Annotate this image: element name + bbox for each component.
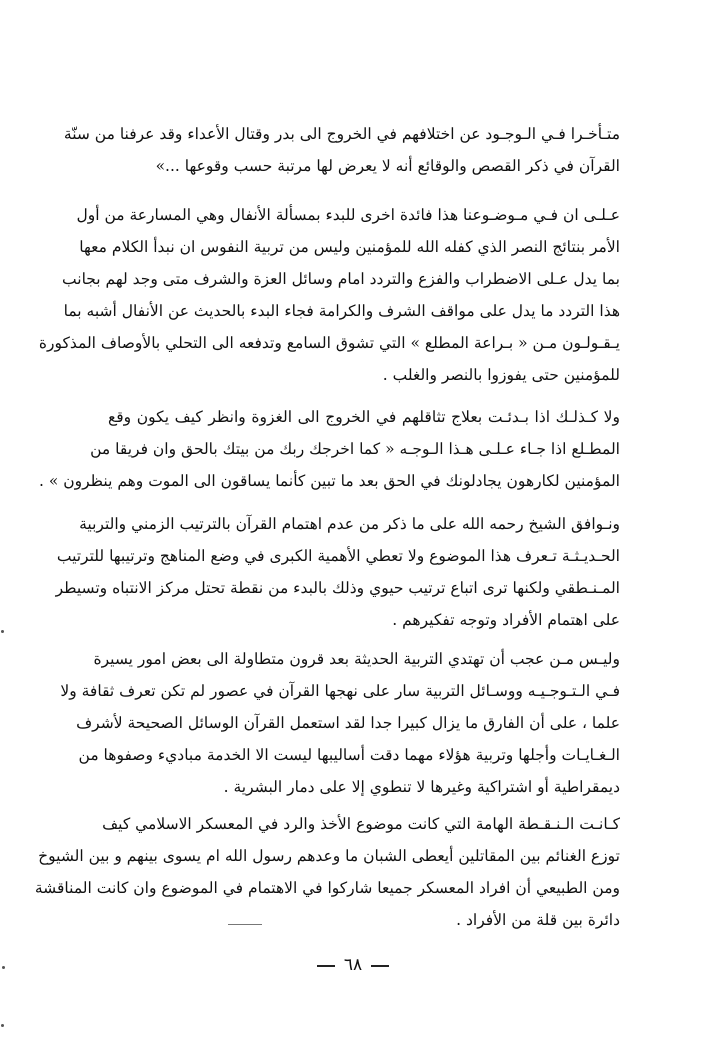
text-line: يـقـولـون مـن « بـراعة المطلع » التي تشوق السامع وتدفعه الى التحلي بالأوصاف المذكورة (38, 334, 620, 352)
text-line: دائرة بين قلة من الأفراد . (456, 911, 620, 929)
text-line: علما ، على أن الفارق ما يزال كبيرا جدا لقد استعمل القرآن الوسائل الصحيحة لأشرف (76, 714, 620, 732)
text-line: الأمر بنتائج النصر الذي كفله الله للمؤمنين وليس من تربية النفوس ان نبدأ الكلام معها (79, 238, 620, 256)
text-line: فـي الـتـوجـيـه ووسـائل التربية سار على نهجها القرآن في عصور لم تكن تعرف ثقافة ولا (60, 682, 620, 700)
text-line: كـانـت الـنـقـطة الهامة التي كانت موضوع الأخذ والرد في المعسكر الاسلامي كيف (102, 815, 620, 833)
scan-speck (1, 1024, 4, 1027)
paragraph-5 (60, 643, 620, 803)
text-line: عـلـى ان فـي مـوضـوعنا هذا فائدة اخرى للبدء بمسألة الأنفال وهي المسارعة من أول (76, 206, 620, 224)
text-line: الـغـايـات وأجلها وتربية هؤلاء مهما دقت أساليبها ليست الا الخدمة مباديء وصفوها من (78, 746, 620, 764)
page-number (0, 955, 706, 975)
text-line: وليـس مـن عجب أن تهتدي التربية الحديثة بعد قرون متطاولة الى بعض امور يسيرة (93, 650, 620, 668)
text-line: ديمقراطية أو اشتراكية وغيرها لا تنطوي إلا على دمار البشرية . (223, 778, 620, 796)
text-line: ولا كـذلـك اذا بـدئـت بعلاج تثاقلهم في الخروج الى الغزوة وانظر كيف يكون وقع (108, 408, 620, 426)
paragraph-2 (38, 199, 620, 391)
text-line: القرآن في ذكر القصص والوقائع أنه لا يعرض لها مرتبة حسب وقوعها ...» (155, 157, 620, 175)
scan-speck (1, 630, 4, 633)
scan-speck (2, 966, 5, 969)
text-line: توزع الغنائم بين المقاتلين أيعطى الشبان ما وعدهم رسول الله ام يسوى بينهم و بين الشيوخ (38, 847, 620, 865)
text-line: ومن الطبيعي أن افراد المعسكر جميعا شاركوا في الاهتمام في الموضوع وان كانت المناقشة (34, 879, 620, 897)
text-line: هذا التردد ما يدل على مواقف الشرف والكرامة فجاء البدء بالحديث عن الأنفال أشبه بما (63, 302, 620, 320)
paragraph-6 (34, 808, 620, 936)
text-line: على اهتمام الأفراد وتوجه تفكيرهم . (392, 611, 620, 629)
text-line: ونـوافق الشيخ رحمه الله على ما ذكر من عدم اهتمام القرآن بالترتيب الزمني والتربية (79, 515, 620, 533)
text-line: متـأخـرا فـي الـوجـود عن اختلافهم في الخروج الى بدر وقتال الأعداء وقد عرفنا من سنّة (63, 125, 620, 143)
page-number-value: ٦٨ (343, 955, 363, 975)
scan-artifact-line (228, 924, 262, 925)
page-number-dash-right (317, 965, 335, 967)
page-number-dash-left (371, 965, 389, 967)
text-line: للمؤمنين حتى يفوزوا بالنصر والغلب . (382, 366, 620, 384)
paragraph-1 (63, 118, 620, 182)
text-line: بما يدل عـلى الاضطراب والفزع والتردد امام وسائل العزة والشرف متى وجد لهم بجانب (62, 270, 620, 288)
paragraph-4 (55, 508, 620, 636)
text-line: الحـديـثـة تـعرف هذا الموضوع ولا تعطي الأهمية الكبرى في وضع المناهج وترتيبها للترتيب (56, 547, 620, 565)
text-line: المطـلع اذا جـاء عـلـى هـذا الـوجـه « كما اخرجك ربك من بيتك بالحق وان فريقا من (90, 440, 620, 458)
text-line: المؤمنين لكارهون يجادلونك في الحق بعد ما تبين كأنما يساقون الى الموت وهم ينظرون » . (39, 472, 620, 490)
text-line: المـنـطقي ولكنها ترى اتباع ترتيب حيوي وذلك بالبدء من نقطة تحتل مركز الانتباه وتسيطر (55, 579, 620, 597)
paragraph-3 (39, 401, 620, 497)
